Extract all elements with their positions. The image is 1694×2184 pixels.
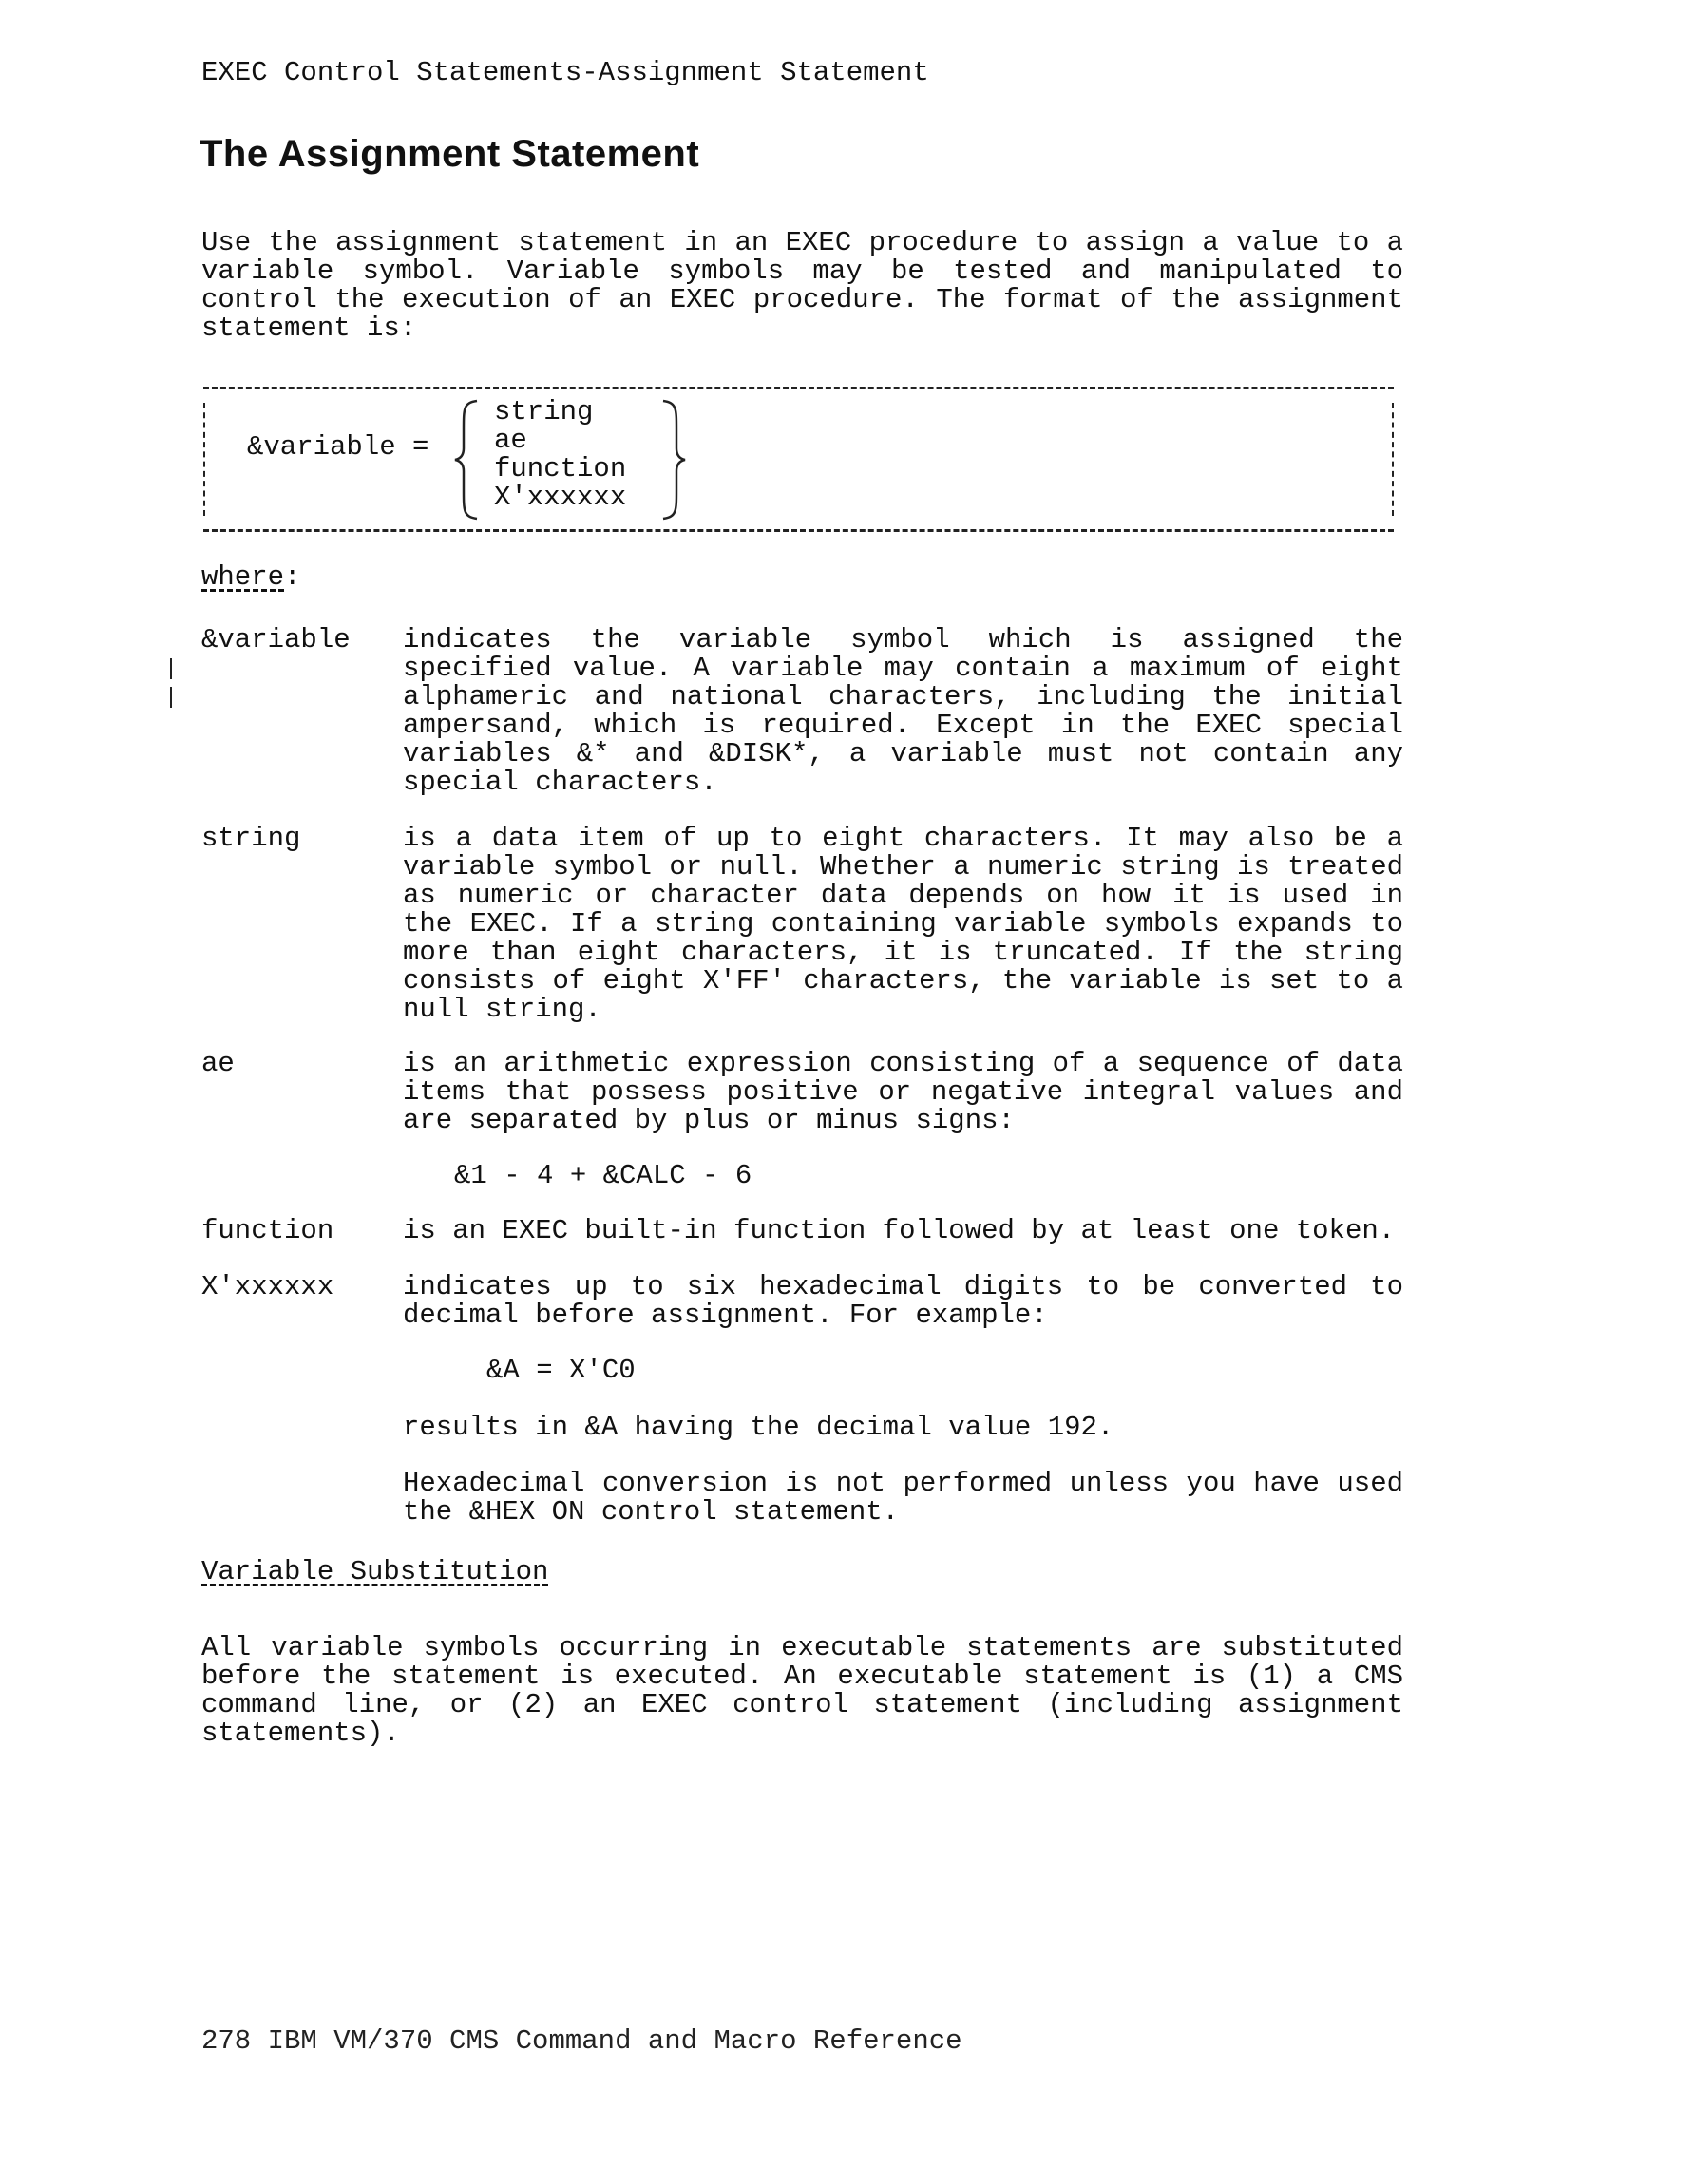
page-title: The Assignment Statement (200, 133, 700, 175)
syntax-options (494, 398, 626, 512)
hex-note: Hexadecimal conversion is not performed unless you have used the &HEX ON control statement. (403, 1468, 1403, 1528)
running-head: EXEC Control Statements-Assignment Statement (201, 57, 929, 88)
term-ae: ae (201, 1048, 235, 1079)
option-hex: X'xxxxxx (494, 482, 627, 513)
definition-variable: indicates the variable symbol which is assigned the specified value. A variable may contain a maximum of eight alphameric and national characters, including the initial ampersand, which is required. Except in the EXEC special variables &* and &DISK*, a variable must not contain any special characters. (403, 624, 1403, 798)
definition-ae: is an arithmetic expression consisting of a sequence of data items that possess positive or negative integral values and are separated by plus or minus signs: (403, 1048, 1403, 1136)
option-function: function (494, 453, 627, 484)
box-right-border (1392, 403, 1394, 516)
term-string: string (201, 823, 301, 854)
definition-string: is a data item of up to eight characters. It may also be a variable symbol or null. Whether a numeric string is treated as numeric or character data depends on how it is used in the EXEC. If a string containing variable symbols expands to more than eight characters, it is truncated. If the string consists of eight X'FF' characters, the variable is set to a null string. (403, 823, 1403, 1025)
section-heading-variable-substitution: Variable Substitution (201, 1556, 549, 1587)
box-left-border (203, 403, 205, 516)
revision-bar (170, 687, 172, 708)
term-function: function (201, 1215, 334, 1246)
left-brace-icon (452, 399, 481, 521)
example-hex: &A = X'C0 (486, 1355, 636, 1386)
option-ae: ae (494, 425, 527, 456)
definition-hex: indicates up to six hexadecimal digits to be converted to decimal before assignment. For example: (403, 1271, 1403, 1331)
term-variable: &variable (201, 624, 351, 655)
revision-bar (170, 658, 172, 679)
hex-result: results in &A having the decimal value 192. (403, 1412, 1114, 1443)
substitution-paragraph: All variable symbols occurring in executable statements are substituted before the statement is executed. An executable statement is (1) a CMS command line, or (2) an EXEC control statement (including assignment statements). (201, 1632, 1403, 1749)
right-brace-icon (659, 399, 688, 521)
option-string: string (494, 396, 594, 427)
term-hex: X'xxxxxx (201, 1271, 334, 1302)
syntax-variable: &variable = (247, 431, 429, 463)
example-ae: &1 - 4 + &CALC - 6 (454, 1160, 752, 1191)
page-footer: 278 IBM VM/370 CMS Command and Macro Reference (201, 2025, 962, 2057)
where-label: where: (201, 561, 301, 593)
definition-function: is an EXEC built-in function followed by at least one token. (403, 1215, 1396, 1246)
syntax-format-box (203, 387, 1394, 532)
intro-paragraph: Use the assignment statement in an EXEC procedure to assign a value to a variable symbol. Variable symbols may be tested and manipulated to control the execution of an EXEC procedure. The format of the assignment statement is: (201, 227, 1403, 344)
